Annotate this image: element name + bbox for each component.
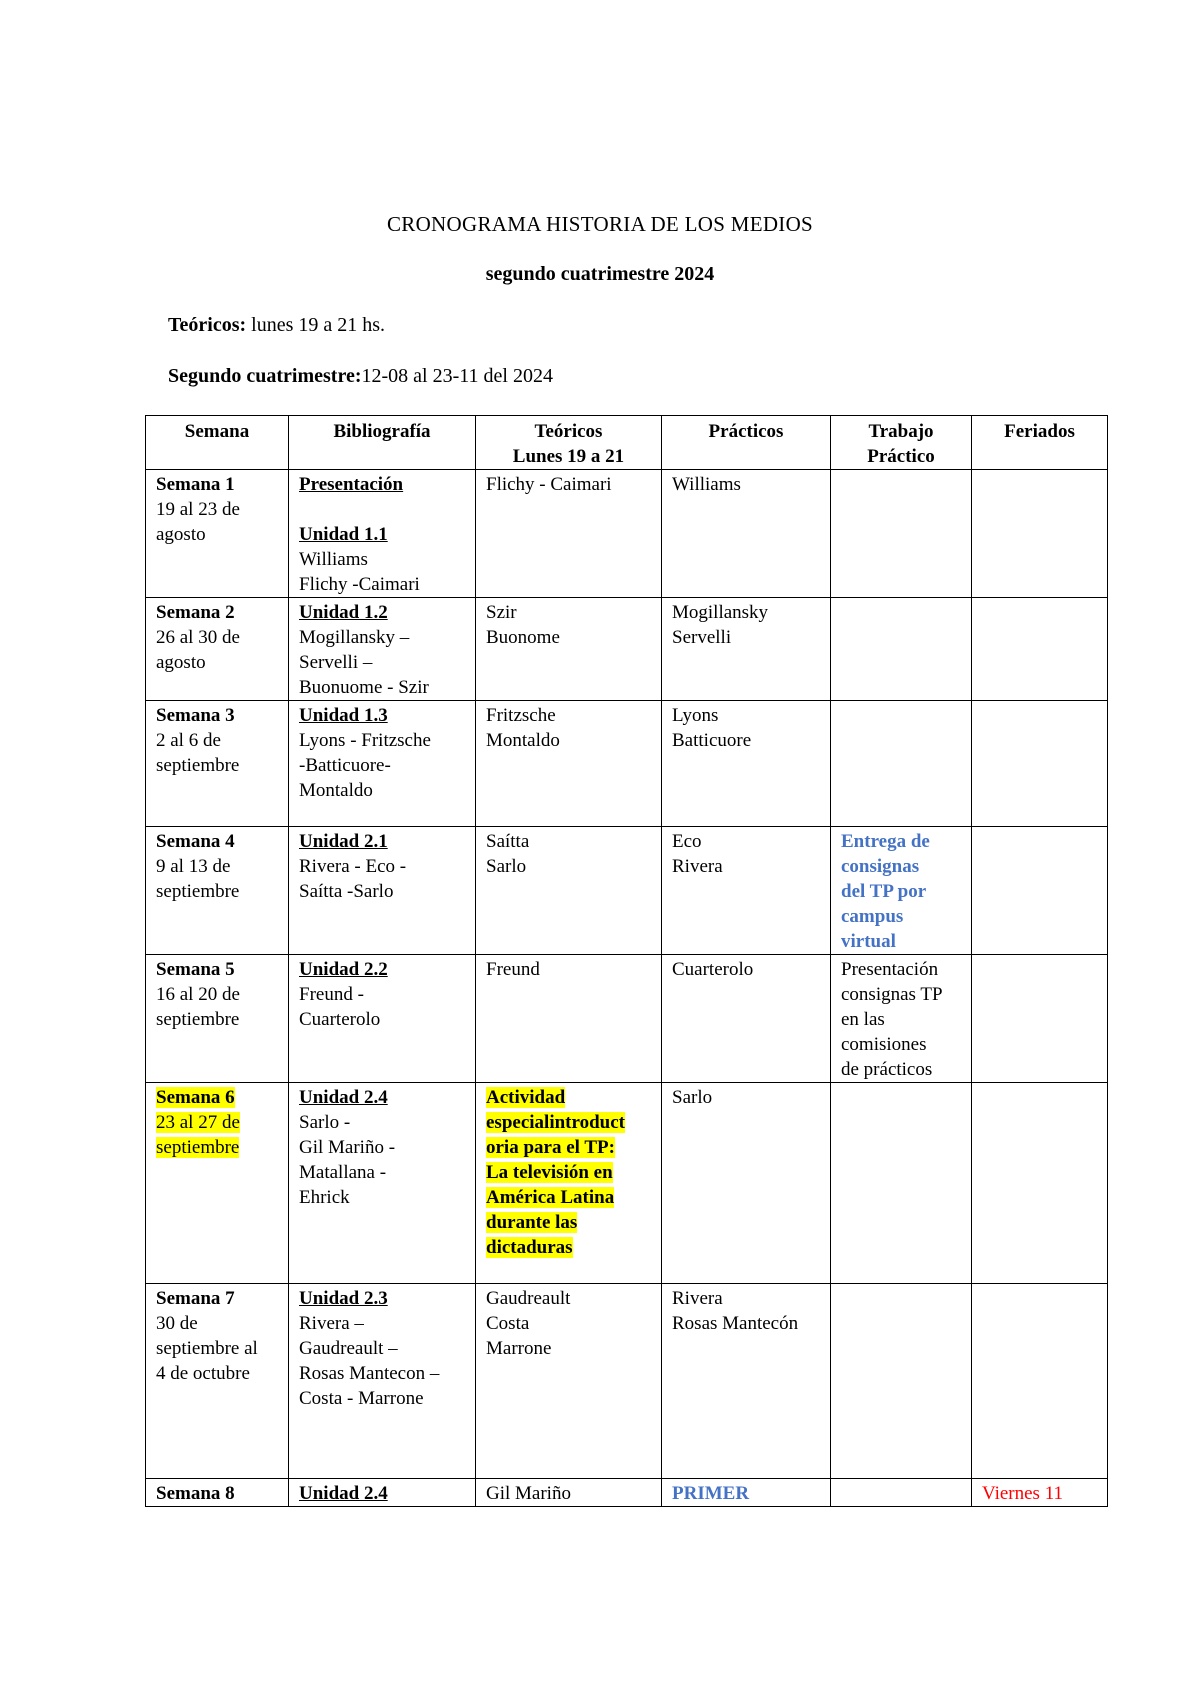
header-tp-line1: Trabajo <box>868 421 934 442</box>
cell-semana <box>146 827 289 955</box>
cuatrimestre-label: Segundo cuatrimestre: <box>168 365 362 387</box>
teoricos-label: Teóricos: <box>168 314 247 336</box>
header-feriados: Feriados <box>972 416 1108 470</box>
semana-label <box>156 957 278 982</box>
header-teoricos-line2: Lunes 19 a 21 <box>512 446 625 467</box>
biblio-line-text: Mogillansky – <box>299 627 410 648</box>
biblio-line <box>299 625 465 650</box>
teoricos-line <box>486 1311 651 1336</box>
practicos-line-text: Sarlo <box>672 1087 713 1108</box>
practicos-line <box>672 854 820 879</box>
teoricos-line <box>486 1185 651 1210</box>
teoricos-line-text: América Latina <box>486 1187 615 1208</box>
teoricos-line-text: oria para el TP: <box>486 1137 615 1158</box>
cell-trabajo-practico <box>831 1284 972 1479</box>
table-row <box>146 1284 1108 1479</box>
unidad-label: Unidad 1.2 <box>299 602 388 623</box>
cell-practicos <box>662 598 831 701</box>
semana-dates-text: 23 al 27 de <box>156 1112 240 1133</box>
semana-label-text: Semana 4 <box>156 831 235 852</box>
teoricos-value: lunes 19 a 21 hs. <box>246 314 386 336</box>
semana-dates <box>156 625 278 650</box>
teoricos-line <box>486 1235 651 1260</box>
biblio-line-text: Costa - Marrone <box>299 1388 424 1409</box>
cell-practicos <box>662 827 831 955</box>
semana-dates <box>156 854 278 879</box>
teoricos-line <box>486 1286 651 1311</box>
biblio-line-text: Rivera - Eco - <box>299 856 407 877</box>
cell-teoricos <box>476 1083 662 1284</box>
practicos-line <box>672 1481 820 1506</box>
cell-practicos <box>662 1284 831 1479</box>
cell-semana <box>146 470 289 598</box>
tp-line <box>841 854 961 879</box>
cell-bibliografia <box>289 1284 476 1479</box>
practicos-line <box>672 703 820 728</box>
cell-teoricos <box>476 701 662 827</box>
practicos-line <box>672 625 820 650</box>
tp-line <box>841 904 961 929</box>
biblio-line-text: Montaldo <box>299 780 373 801</box>
header-bibliografia: Bibliografía <box>289 416 476 470</box>
semana-label <box>156 703 278 728</box>
semana-dates <box>156 1110 278 1135</box>
tp-line-text: Entrega de <box>841 831 930 852</box>
semana-dates-text: 19 al 23 de <box>156 499 240 520</box>
biblio-line <box>299 982 465 1007</box>
tp-line-text: consignas <box>841 856 920 877</box>
teoricos-line-text: especialintroduct <box>486 1112 625 1133</box>
biblio-line-text: Freund - <box>299 984 364 1005</box>
cuatrimestre-info <box>168 365 553 388</box>
semana-dates <box>156 522 278 547</box>
tp-line <box>841 879 961 904</box>
semana-dates-text: septiembre <box>156 1137 240 1158</box>
table-row <box>146 1083 1108 1284</box>
cell-teoricos <box>476 598 662 701</box>
biblio-line <box>299 572 465 597</box>
teoricos-line <box>486 957 651 982</box>
cell-bibliografia <box>289 955 476 1083</box>
teoricos-line-text: Gaudreault <box>486 1288 571 1309</box>
teoricos-line <box>486 1481 651 1506</box>
teoricos-line <box>486 1135 651 1160</box>
teoricos-line-text: durante las <box>486 1212 578 1233</box>
header-teoricos-line1: Teóricos <box>534 421 603 442</box>
biblio-line-text: -Batticuore- <box>299 755 391 776</box>
semana-dates-text: 9 al 13 de <box>156 856 231 877</box>
biblio-line-text: Buonuome - Szir <box>299 677 429 698</box>
practicos-line-text: Williams <box>672 474 741 495</box>
semana-dates <box>156 1361 278 1386</box>
cell-semana <box>146 1479 289 1507</box>
teoricos-line-text: Fritzsche <box>486 705 556 726</box>
semana-dates-text: 2 al 6 de <box>156 730 221 751</box>
practicos-line <box>672 600 820 625</box>
semana-dates-text: 30 de <box>156 1313 198 1334</box>
teoricos-line <box>486 1336 651 1361</box>
cell-bibliografia <box>289 1083 476 1284</box>
table-row <box>146 701 1108 827</box>
tp-line-text: de prácticos <box>841 1059 933 1080</box>
table-header-row <box>146 416 1108 470</box>
practicos-line-text: PRIMER <box>672 1483 750 1504</box>
presentacion-label: Presentación <box>299 474 404 495</box>
tp-line-text: del TP por <box>841 881 927 902</box>
practicos-line <box>672 472 820 497</box>
cell-trabajo-practico <box>831 470 972 598</box>
semana-label-text: Semana 5 <box>156 959 235 980</box>
unidad-label: Unidad 1.1 <box>299 524 388 545</box>
biblio-line-text: Servelli – <box>299 652 373 673</box>
biblio-line <box>299 728 465 753</box>
teoricos-line <box>486 1210 651 1235</box>
practicos-line-text: Rivera <box>672 1288 723 1309</box>
unidad-label: Unidad 2.1 <box>299 831 388 852</box>
teoricos-line-text: Freund <box>486 959 540 980</box>
cell-trabajo-practico <box>831 598 972 701</box>
practicos-line <box>672 1085 820 1110</box>
cell-practicos <box>662 955 831 1083</box>
cell-feriados <box>972 1479 1108 1507</box>
table-row <box>146 470 1108 598</box>
cell-feriados <box>972 827 1108 955</box>
cell-trabajo-practico <box>831 827 972 955</box>
teoricos-line-text: Montaldo <box>486 730 560 751</box>
cell-semana <box>146 1083 289 1284</box>
biblio-line <box>299 547 465 572</box>
biblio-line-text: Flichy -Caimari <box>299 574 420 595</box>
biblio-line <box>299 1361 465 1386</box>
biblio-line <box>299 1160 465 1185</box>
teoricos-line <box>486 703 651 728</box>
teoricos-line <box>486 854 651 879</box>
cell-bibliografia <box>289 701 476 827</box>
biblio-line-text: Rosas Mantecon – <box>299 1363 440 1384</box>
semana-label-text: Semana 6 <box>156 1087 235 1108</box>
practicos-line-text: Batticuore <box>672 730 752 751</box>
biblio-line <box>299 778 465 803</box>
cell-practicos <box>662 470 831 598</box>
teoricos-line <box>486 1110 651 1135</box>
header-trabajo-practico <box>831 416 972 470</box>
semana-dates-text: septiembre <box>156 1009 240 1030</box>
semana-dates-text: 4 de octubre <box>156 1363 250 1384</box>
biblio-line <box>299 1185 465 1210</box>
table-row <box>146 1479 1108 1507</box>
tp-line <box>841 957 961 982</box>
cell-practicos <box>662 1083 831 1284</box>
cell-trabajo-practico <box>831 701 972 827</box>
biblio-line <box>299 854 465 879</box>
biblio-line <box>299 1336 465 1361</box>
semana-dates-text: septiembre al <box>156 1338 258 1359</box>
cell-semana <box>146 598 289 701</box>
unidad-label: Unidad 1.3 <box>299 705 388 726</box>
semana-label <box>156 829 278 854</box>
cell-feriados <box>972 598 1108 701</box>
tp-line-text: campus <box>841 906 904 927</box>
semana-label <box>156 472 278 497</box>
cell-teoricos <box>476 1284 662 1479</box>
biblio-line-text: Gaudreault – <box>299 1338 398 1359</box>
teoricos-line-text: Costa <box>486 1313 530 1334</box>
table-row <box>146 598 1108 701</box>
cell-teoricos <box>476 827 662 955</box>
semana-label <box>156 600 278 625</box>
teoricos-line-text: Buonome <box>486 627 560 648</box>
unidad-label: Unidad 2.4 <box>299 1087 388 1108</box>
tp-line-text: en las <box>841 1009 885 1030</box>
teoricos-line <box>486 1160 651 1185</box>
teoricos-line <box>486 600 651 625</box>
semana-dates <box>156 1311 278 1336</box>
cell-practicos <box>662 1479 831 1507</box>
cell-teoricos <box>476 470 662 598</box>
cell-feriados <box>972 1083 1108 1284</box>
teoricos-line <box>486 472 651 497</box>
tp-line <box>841 1007 961 1032</box>
cell-practicos <box>662 701 831 827</box>
cell-bibliografia <box>289 1479 476 1507</box>
semana-dates-text: 26 al 30 de <box>156 627 240 648</box>
teoricos-line-text: Saítta <box>486 831 530 852</box>
cell-semana <box>146 701 289 827</box>
practicos-line <box>672 1311 820 1336</box>
biblio-line <box>299 1110 465 1135</box>
biblio-line <box>299 753 465 778</box>
cell-teoricos <box>476 1479 662 1507</box>
semana-label-text: Semana 3 <box>156 705 235 726</box>
biblio-line <box>299 1135 465 1160</box>
semana-label-text: Semana 8 <box>156 1483 235 1504</box>
biblio-line-text: Ehrick <box>299 1187 350 1208</box>
cell-bibliografia <box>289 827 476 955</box>
biblio-line-text: Gil Mariño - <box>299 1137 396 1158</box>
schedule-table <box>145 415 1108 1507</box>
cell-trabajo-practico <box>831 1083 972 1284</box>
document-title: CRONOGRAMA HISTORIA DE LOS MEDIOS <box>386 212 814 236</box>
cell-bibliografia <box>289 598 476 701</box>
cell-feriados <box>972 470 1108 598</box>
biblio-line-text: Lyons - Fritzsche <box>299 730 431 751</box>
spacer <box>299 497 465 522</box>
semana-dates <box>156 753 278 778</box>
teoricos-line <box>486 829 651 854</box>
biblio-line-text: Sarlo - <box>299 1112 351 1133</box>
practicos-line-text: Eco <box>672 831 702 852</box>
header-semana: Semana <box>146 416 289 470</box>
teoricos-line-text: La televisión en <box>486 1162 613 1183</box>
semana-dates <box>156 1336 278 1361</box>
semana-label <box>156 1481 278 1506</box>
biblio-line <box>299 675 465 700</box>
header-teoricos <box>476 416 662 470</box>
semana-dates-text: septiembre <box>156 755 240 776</box>
table-row <box>146 955 1108 1083</box>
teoricos-line-text: Marrone <box>486 1338 552 1359</box>
practicos-line-text: Servelli <box>672 627 732 648</box>
semana-dates <box>156 879 278 904</box>
practicos-line-text: Mogillansky <box>672 602 769 623</box>
header-tp-line2: Práctico <box>867 446 935 467</box>
practicos-line-text: Rosas Mantecón <box>672 1313 799 1334</box>
semana-dates-text: septiembre <box>156 881 240 902</box>
biblio-line <box>299 650 465 675</box>
tp-line <box>841 1057 961 1082</box>
semana-label <box>156 1085 278 1110</box>
semana-dates <box>156 1135 278 1160</box>
teoricos-line-text: Flichy - Caimari <box>486 474 612 495</box>
practicos-line <box>672 1286 820 1311</box>
tp-line-text: consignas TP <box>841 984 943 1005</box>
unidad-label: Unidad 2.2 <box>299 959 388 980</box>
teoricos-line-text: dictaduras <box>486 1237 573 1258</box>
cell-feriados <box>972 1284 1108 1479</box>
biblio-line-text: Rivera – <box>299 1313 364 1334</box>
semana-dates-text: 16 al 20 de <box>156 984 240 1005</box>
tp-line <box>841 982 961 1007</box>
biblio-line-text: Cuarterolo <box>299 1009 381 1030</box>
table-row <box>146 827 1108 955</box>
tp-line <box>841 929 961 954</box>
cell-trabajo-practico <box>831 1479 972 1507</box>
unidad-label: Unidad 2.4 <box>299 1483 388 1504</box>
teoricos-line <box>486 625 651 650</box>
biblio-line-text: Matallana - <box>299 1162 387 1183</box>
semana-dates-text: agosto <box>156 524 206 545</box>
teoricos-line <box>486 728 651 753</box>
cell-feriados <box>972 701 1108 827</box>
document-subtitle: segundo cuatrimestre 2024 <box>485 263 715 285</box>
cell-teoricos <box>476 955 662 1083</box>
semana-dates-text: agosto <box>156 652 206 673</box>
teoricos-line <box>486 1085 651 1110</box>
teoricos-line-text: Szir <box>486 602 517 623</box>
cell-bibliografia <box>289 470 476 598</box>
semana-label-text: Semana 2 <box>156 602 235 623</box>
tp-line <box>841 829 961 854</box>
practicos-line-text: Cuarterolo <box>672 959 754 980</box>
tp-line-text: comisiones <box>841 1034 927 1055</box>
teoricos-line-text: Gil Mariño <box>486 1483 571 1504</box>
cell-feriados <box>972 955 1108 1083</box>
biblio-line <box>299 1386 465 1411</box>
cell-semana <box>146 955 289 1083</box>
practicos-line-text: Rivera <box>672 856 723 877</box>
semana-dates <box>156 982 278 1007</box>
semana-dates <box>156 497 278 522</box>
cuatrimestre-value: 12-08 al 23-11 del 2024 <box>361 365 553 387</box>
practicos-line <box>672 829 820 854</box>
feriado-text: Viernes 11 <box>982 1483 1063 1504</box>
semana-dates <box>156 1007 278 1032</box>
practicos-line <box>672 728 820 753</box>
tp-line-text: Presentación <box>841 959 939 980</box>
semana-dates <box>156 728 278 753</box>
biblio-line <box>299 1007 465 1032</box>
cell-trabajo-practico <box>831 955 972 1083</box>
tp-line <box>841 1032 961 1057</box>
practicos-line-text: Lyons <box>672 705 719 726</box>
biblio-line <box>299 879 465 904</box>
header-practicos: Prácticos <box>662 416 831 470</box>
unidad-label: Unidad 2.3 <box>299 1288 388 1309</box>
semana-label <box>156 1286 278 1311</box>
teoricos-line-text: Sarlo <box>486 856 527 877</box>
practicos-line <box>672 957 820 982</box>
semana-dates <box>156 650 278 675</box>
cell-semana <box>146 1284 289 1479</box>
semana-label-text: Semana 7 <box>156 1288 235 1309</box>
teoricos-line-text: Actividad <box>486 1087 566 1108</box>
teoricos-info <box>168 314 385 337</box>
semana-label-text: Semana 1 <box>156 474 235 495</box>
biblio-line <box>299 1311 465 1336</box>
tp-line-text: virtual <box>841 931 896 952</box>
biblio-line-text: Saítta -Sarlo <box>299 881 394 902</box>
biblio-line-text: Williams <box>299 549 368 570</box>
